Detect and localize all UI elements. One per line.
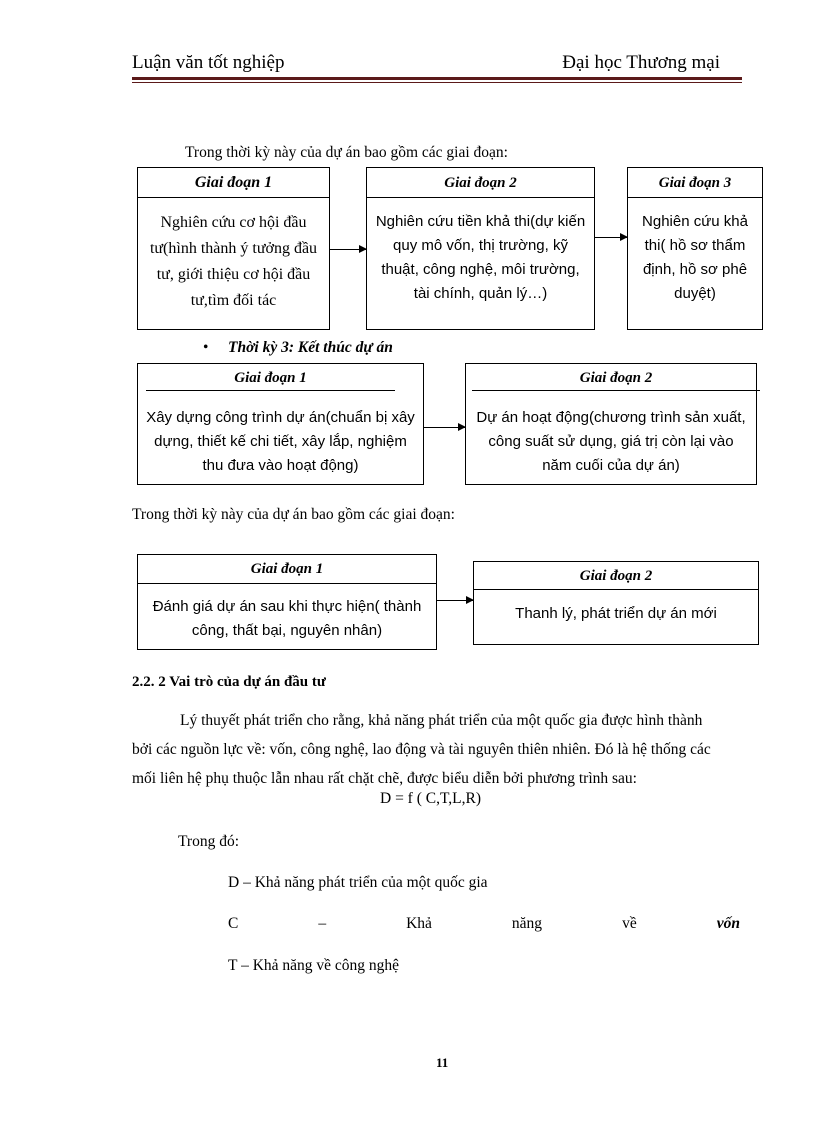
definition-d: D – Khả năng phát triển của một quốc gia <box>228 874 488 891</box>
definition-c-part: Khả <box>406 915 432 932</box>
page-number: 11 <box>436 1055 449 1070</box>
arrow-right-icon <box>437 600 473 601</box>
paragraph-line-1: Lý thuyết phát triển cho rằng, khả năng phát triển của một quốc gia được hình thành <box>180 712 703 729</box>
arrow-right-icon <box>595 237 627 238</box>
stage-title: Giai đoạn 1 <box>138 555 436 584</box>
intro-text-2: Trong thời kỳ này của dự án bao gồm các giai đoạn: <box>132 506 455 523</box>
definition-c-part: về <box>622 915 637 932</box>
intro-text-1: Trong thời kỳ này của dự án bao gồm các giai đoạn: <box>185 144 508 161</box>
where-label: Trong đó: <box>178 833 240 850</box>
stage-box-r3-1 <box>137 554 437 650</box>
definition-c-part: năng <box>511 915 543 932</box>
stage-box-r1-2 <box>366 167 595 330</box>
stage-box-r1-3 <box>627 167 763 330</box>
stage-title: Giai đoạn 1 <box>146 364 395 391</box>
arrow-right-icon <box>424 427 465 428</box>
definition-c-part: – <box>318 915 327 932</box>
header-right: Đại học Thương mại <box>562 52 720 73</box>
paragraph-line-2: bởi các nguồn lực về: vốn, công nghệ, lao động và tài nguyên thiên nhiên. Đó là hệ thống các <box>132 741 711 758</box>
header-left: Luận văn tốt nghiệp <box>132 52 285 73</box>
stage-body: Nghiên cứu khả thi( hồ sơ thẩm định, hồ sơ phê duyệt) <box>642 213 748 302</box>
stage-body: Nghiên cứu cơ hội đầu tư(hình thành ý tưởng đầu tư, giới thiệu cơ hội đầu tư,tìm đối tác <box>149 214 318 309</box>
stage-body: Dự án hoạt động(chương trình sản xuất, công suất sử dụng, giá trị còn lại vào năm cuối của dự án) <box>476 409 746 474</box>
definition-c-part: C <box>228 915 239 932</box>
stage-title: Giai đoạn 1 <box>138 168 329 198</box>
stage-body: Thanh lý, phát triển dự án mới <box>515 605 717 622</box>
bullet-icon: • <box>203 339 209 356</box>
definition-c-emphasis: vốn <box>716 915 740 932</box>
section-heading: 2.2. 2 Vai trò của dự án đầu tư <box>132 674 326 690</box>
stage-body: Đánh giá dự án sau khi thực hiện( thành công, thất bại, nguyên nhân) <box>152 598 422 639</box>
stage-box-r2-2 <box>465 363 757 485</box>
header-rule-thin <box>132 82 742 83</box>
arrow-right-icon <box>330 249 366 250</box>
stage-title: Giai đoạn 3 <box>628 168 762 198</box>
header-rule-thick <box>132 77 742 80</box>
stage-title: Giai đoạn 2 <box>474 562 758 590</box>
paragraph-line-3: mối liên hệ phụ thuộc lẫn nhau rất chặt chẽ, được biểu diễn bởi phương trình sau: <box>132 770 637 787</box>
stage-box-r3-2 <box>473 561 759 645</box>
stage-box-r2-1 <box>137 363 424 485</box>
stage-title: Giai đoạn 2 <box>472 364 760 391</box>
formula: D = f ( C,T,L,R) <box>380 790 482 807</box>
stage-box-r1-1 <box>137 167 330 330</box>
definition-t: T – Khả năng về công nghệ <box>228 957 400 974</box>
stage-body: Xây dựng công trình dự án(chuẩn bị xây dựng, thiết kế chi tiết, xây lắp, nghiệm thu đưa vào hoạt động) <box>146 409 415 474</box>
stage-title: Giai đoạn 2 <box>367 168 594 198</box>
period-heading: Thời kỳ 3: Kết thúc dự án <box>228 339 393 356</box>
stage-body: Nghiên cứu tiền khả thi(dự kiến quy mô vốn, thị trường, kỹ thuật, công nghệ, môi trường, tài chính, quản lý…) <box>375 213 586 302</box>
definition-c <box>228 915 740 933</box>
